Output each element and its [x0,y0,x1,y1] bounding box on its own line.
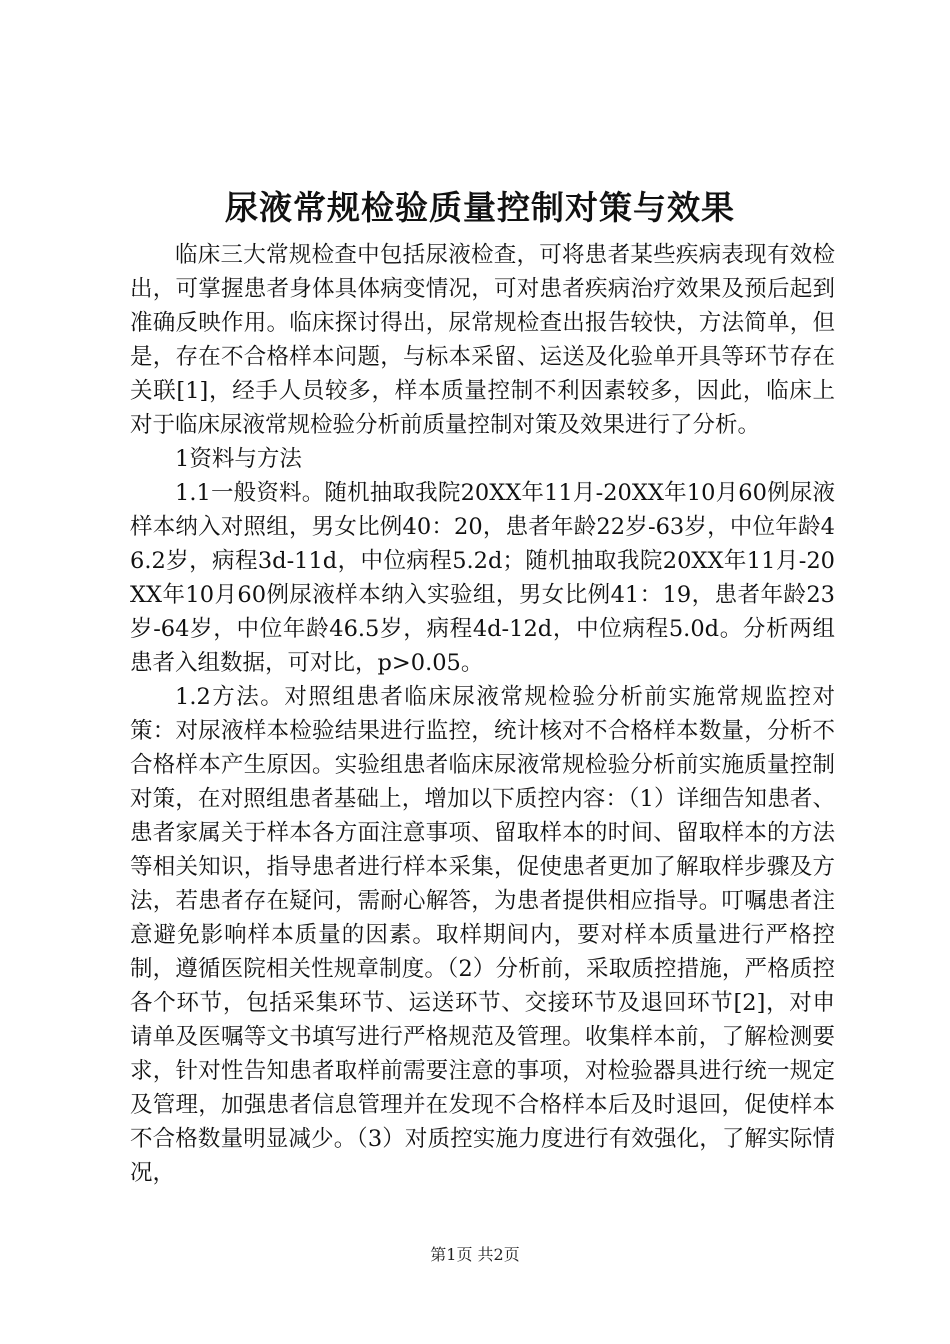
intro-paragraph: 临床三大常规检查中包括尿液检查，可将患者某些疾病表现有效检出，可掌握患者身体具体病变情况，可对患者疾病治疗效果及预后起到准确反映作用。临床探讨得出，尿常规检查出报告较快，方法简单，但是，存在不合格样本问题，与标本采留、运送及化验单开具等环节存在关联[1]，经手人员较多，样本质量控制不利因素较多，因此，临床上对于临床尿液常规检验分析前质量控制对策及效果进行了分析。 [130,242,835,438]
section-heading: 1资料与方法 [175,446,302,472]
subsection-1-2-paragraph: 1.2方法。对照组患者临床尿液常规检验分析前实施常规监控对策：对尿液样本检验结果进行监控，统计核对不合格样本数量，分析不合格样本产生原因。实验组患者临床尿液常规检验分析前实施质量控制对策，在对照组患者基础上，增加以下质控内容：（1）详细告知患者、患者家属关于样本各方面注意事项、留取样本的时间、留取样本的方法等相关知识，指导患者进行样本采集，促使患者更加了解取样步骤及方法，若患者存在疑问，需耐心解答，为患者提供相应指导。叮嘱患者注意避免影响样本质量的因素。取样期间内，要对样本质量进行严格控制，遵循医院相关性规章制度。（2）分析前，采取质控措施，严格质控各个环节，包括采集环节、运送环节、交接环节及退回环节[2]，对申请单及医嘱等文书填写进行严格规范及管理。收集样本前，了解检测要求，针对性告知患者取样前需要注意的事项，对检验器具进行统一规定及管理，加强患者信息管理并在发现不合格样本后及时退回，促使样本不合格数量明显减少。（3）对质控实施力度进行有效强化，了解实际情况， [130,684,835,1186]
document-title: 尿液常规检验质量控制对策与效果 [225,188,735,227]
document-body [130,238,835,1190]
page-footer: 第1页 共2页 [430,1245,520,1264]
subsection-1-1-paragraph: 1.1一般资料。随机抽取我院20XX年11月-20XX年10月60例尿液样本纳入对照组，男女比例40：20，患者年龄22岁-63岁，中位年龄46.2岁，病程3d-11d，中位病程5.2d；随机抽取我院20XX年11月-20XX年10月60例尿液样本纳入实验组，男女比例41：19，患者年龄23岁-64岁，中位年龄46.5岁，病程4d-12d，中位病程5.0d。分析两组患者入组数据，可对比，p>0.05。 [130,480,835,676]
